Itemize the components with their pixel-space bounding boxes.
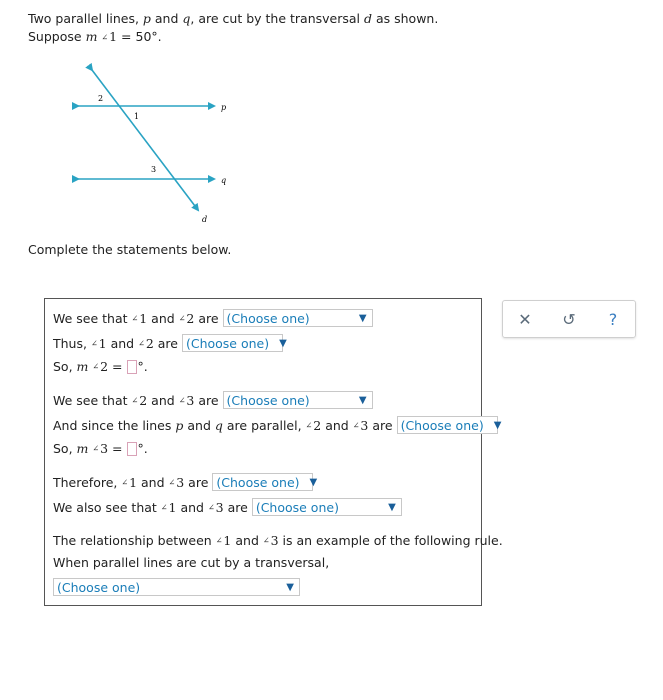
line-label-q: q [221, 176, 227, 185]
parallel-lines-figure [60, 62, 240, 232]
dropdown-1[interactable]: (Choose one) ▼ [223, 309, 373, 327]
statement-5: And since the lines p and q are parallel, ∠ 2 and ∠ 3 are (Choose one) ▼ [53, 417, 502, 433]
clear-button[interactable]: ✕ [518, 309, 532, 329]
chevron-down-icon: ▼ [279, 337, 287, 349]
question-box [44, 298, 503, 606]
statement-8: We also see that ∠ 1 and ∠ 3 are (Choose one) ▼ [53, 498, 402, 516]
dropdown-5[interactable]: (Choose one) ▼ [212, 473, 313, 491]
line-label-d: d [202, 215, 208, 224]
undo-button[interactable]: ↺ [562, 309, 576, 329]
chevron-down-icon: ▼ [358, 312, 367, 324]
transversal-d [92, 70, 198, 210]
statement-3: So, m ∠ 2 = °. [53, 359, 148, 374]
statement-9: The relationship between ∠ 1 and ∠ 3 is an example of the following rule. [53, 533, 503, 548]
chevron-down-icon: ▼ [286, 581, 294, 593]
statement-2: Thus, ∠ 1 and ∠ 2 are (Choose one) ▼ [53, 335, 287, 351]
statement-1: We see that ∠ 1 and ∠ 2 are (Choose one) ▼ [53, 309, 373, 327]
statement-10: When parallel lines are cut by a transversal, [53, 555, 330, 570]
line-label-p: p [221, 103, 227, 112]
instructions-label: Complete the statements below. [28, 242, 232, 257]
problem-statement [28, 10, 438, 47]
dropdown-6[interactable]: (Choose one) ▼ [252, 498, 402, 516]
answer-input-angle-2[interactable] [127, 360, 137, 374]
angle-label-2: 2 [98, 94, 104, 103]
answer-input-angle-3[interactable] [127, 442, 137, 456]
angle-label-3: 3 [151, 165, 157, 174]
statement-11 [53, 578, 300, 596]
statement-7: Therefore, ∠ 1 and ∠ 3 are (Choose one) ▼ [53, 474, 318, 490]
dropdown-2[interactable]: (Choose one) ▼ [182, 334, 283, 352]
angle-label-1: 1 [134, 112, 140, 121]
help-button[interactable]: ? [608, 309, 618, 329]
problem-line-1: Two parallel lines, p and q, are cut by the transversal d as shown. [28, 11, 439, 26]
dropdown-4[interactable]: (Choose one) ▼ [397, 416, 498, 434]
dropdown-7[interactable]: (Choose one) ▼ [53, 578, 300, 596]
chevron-down-icon: ▼ [309, 476, 318, 488]
statement-4: We see that ∠ 2 and ∠ 3 are (Choose one) ▼ [53, 391, 373, 409]
answer-toolbar [502, 300, 636, 338]
dropdown-3[interactable]: (Choose one) ▼ [223, 391, 373, 409]
chevron-down-icon: ▼ [493, 419, 502, 431]
chevron-down-icon: ▼ [388, 501, 396, 513]
chevron-down-icon: ▼ [358, 394, 367, 406]
problem-line-2: Suppose m ∠1 = 50°. [28, 29, 162, 44]
statement-6: So, m ∠ 3 = °. [53, 441, 148, 456]
